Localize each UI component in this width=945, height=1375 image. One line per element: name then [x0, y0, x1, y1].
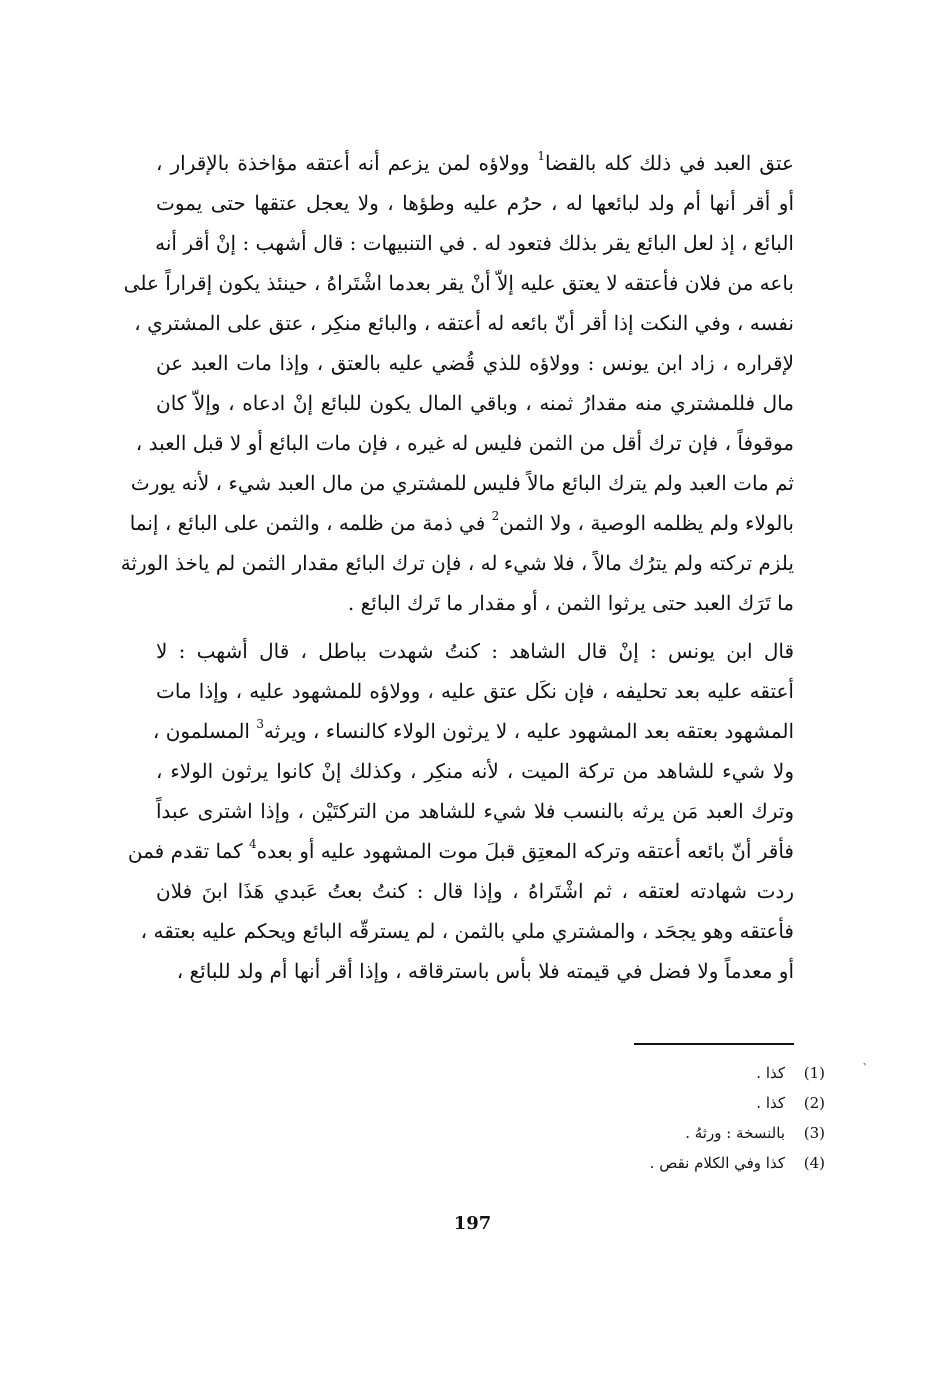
- text-line: [123, 263, 794, 303]
- footnote-marker[interactable]: 3: [256, 717, 264, 731]
- text-line: [156, 791, 794, 831]
- line-text: نفسه ، وفي النكت إذا أقر أنّ بائعه له أعتقه ، والبائع منكِر ، عتق على المشتري ،: [134, 311, 794, 335]
- line-text: يلزم تركته ولم يترُك مالاً ، فلا شيء له ، فإن ترك البائع مقدار الثمن لم ياخذ الورثة: [120, 551, 794, 575]
- line-text: ولا شيء للشاهد من تركة الميت ، لأنه منكِر ، وكذلك إنْ كانوا يرثون الولاء ،: [156, 759, 794, 783]
- footnote: [425, 1058, 825, 1088]
- paragraph-gap: [156, 623, 794, 631]
- text-line: [156, 751, 794, 791]
- footnote-marker[interactable]: 2: [491, 509, 500, 523]
- text-line: [156, 343, 794, 383]
- footnote-number: (3): [803, 1124, 825, 1142]
- line-text: البائع ، إذ لعل البائع يقر بذلك فتعود له . في التنبيهات : قال أشهب : إنْ أقر أنه: [155, 231, 794, 255]
- line-text: موقوفاً ، فإن ترك أقل من الثمن فليس له غيره ، فإن مات البائع أو لا قبل العبد ،: [135, 431, 794, 455]
- footnote-marker[interactable]: 4: [249, 837, 257, 851]
- footnote-number: (4): [803, 1154, 825, 1172]
- footnote-number: (1): [803, 1064, 825, 1082]
- footnote-text: كذا .: [756, 1064, 785, 1082]
- footnote-text: كذا .: [756, 1094, 785, 1112]
- line-text: أو معدماً ولا فضل في قيمته فلا بأس باسترقاقه ، وإذا أقر أنها أم ولد للبائع ،: [176, 959, 794, 983]
- text-line: [134, 303, 794, 343]
- footnote-separator: [634, 1043, 794, 1045]
- text-line: [156, 223, 794, 263]
- line-text-continued: في ذمة من ظلمه ، والثمن على البائع ، إنما: [129, 511, 492, 535]
- line-text: ثم مات العبد ولم يترك البائع مالاً فليس للمشتري من مال العبد شيء ، لأنه يورث: [130, 471, 794, 495]
- footnote-marker[interactable]: 1: [537, 149, 546, 163]
- scan-mark: ˋ: [862, 1062, 869, 1078]
- text-line: [156, 951, 794, 991]
- footnote-number: (2): [803, 1094, 825, 1112]
- footnote-text: كذا وفي الكلام نقص .: [649, 1154, 785, 1172]
- line-text: قال ابن يونس : إنْ قال الشاهد : كنتُ شهدت بباطل ، قال أشهب : لا: [156, 639, 794, 663]
- line-text: باعه من فلان فأعتقه لا يعتق عليه إلاّ أنْ يقر بعدما اشْتَراهُ ، حينئذ يكون إقراراً على: [123, 271, 794, 295]
- text-line: [156, 871, 794, 911]
- line-text-continued: وولاؤه لمن يزعم أنه أعتقه مؤاخذة بالإقرار ،: [156, 151, 538, 175]
- line-text: ردت شهادته لعتقه ، ثم اشْتَراهُ ، وإذا قال : كنتُ بعتُ عَبدي هَذَا ابنَ فلان: [156, 879, 794, 903]
- text-line: [120, 543, 794, 583]
- footnotes: [425, 1058, 825, 1178]
- footnote: [425, 1118, 825, 1148]
- line-text: فأعتقه وهو يجحَد ، والمشتري ملي بالثمن ، لم يسترقّه البائع ويحكم عليه بعتقه ،: [140, 919, 794, 943]
- line-text: وترك العبد مَن يرثه بالنسب فلا شيء للشاهد من التركتَيْن ، وإذا اشترى عبداً: [156, 799, 794, 823]
- text-line: [156, 143, 794, 183]
- text-line: [129, 503, 794, 543]
- text-line: [152, 711, 794, 751]
- line-text-continued: المسلمون ،: [152, 719, 257, 743]
- line-text: المشهود بعتقه بعد المشهود عليه ، لا يرثون الولاء كالنساء ، ويرثه: [264, 719, 794, 743]
- line-text: فأقر أنّ بائعه أعتقه وتركه المعتِق قبلَ موت المشهود عليه أو بعده: [256, 839, 794, 863]
- main-text: [120, 143, 794, 991]
- footnote: [425, 1088, 825, 1118]
- line-text: لإقراره ، زاد ابن يونس : وولاؤه للذي قُضي عليه بالعتق ، وإذا مات العبد عن: [156, 351, 794, 375]
- text-line: [156, 583, 794, 623]
- line-text: أعتقه عليه بعد تحليفه ، فإن نكَل عتق عليه ، وولاؤه للمشهود عليه ، وإذا مات: [156, 679, 794, 703]
- text-line: [156, 631, 794, 671]
- text-line: [130, 463, 794, 503]
- text-line: [156, 183, 794, 223]
- text-line: [140, 911, 794, 951]
- line-text-continued: كما تقدم فمن: [127, 839, 250, 863]
- footnote-text: بالنسخة : ورثهُ .: [685, 1124, 785, 1142]
- text-line: [156, 671, 794, 711]
- line-text: بالولاء ولم يظلمه الوصية ، ولا الثمن: [499, 511, 794, 535]
- text-line: [135, 423, 794, 463]
- footnote: [425, 1148, 825, 1178]
- line-text: عتق العبد في ذلك كله بالقضا: [545, 151, 794, 175]
- line-text: أو أقر أنها أم ولد لبائعها له ، حرُم عليه وطؤها ، ولا يعجل عتقها حتى يموت: [156, 191, 794, 215]
- text-line: [127, 831, 794, 871]
- text-line: [156, 383, 794, 423]
- line-text: ما تَرَك العبد حتى يرثوا الثمن ، أو مقدار ما تَرك البائع .: [347, 591, 794, 615]
- page-number: 197: [453, 1213, 492, 1234]
- line-text: مال فللمشتري منه مقدارُ ثمنه ، وباقي المال يكون للبائع إنْ ادعاه ، وإلاّ كان: [156, 391, 794, 415]
